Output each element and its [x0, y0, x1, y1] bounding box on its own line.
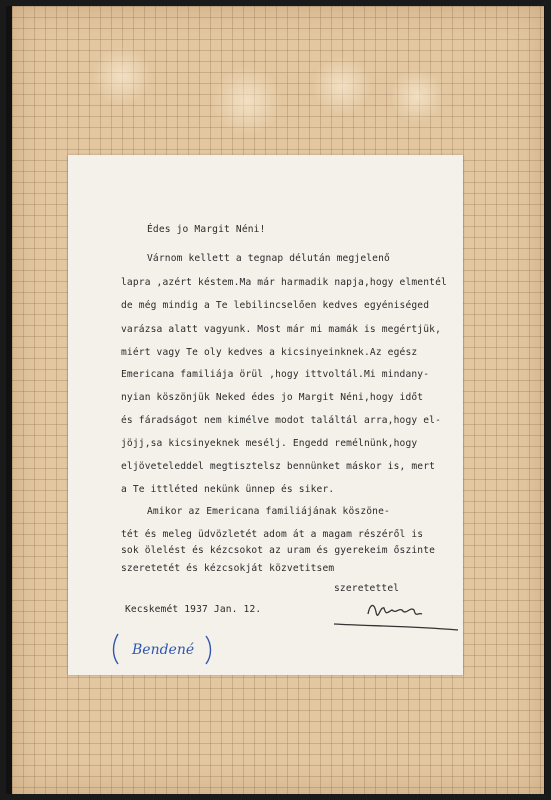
letter-place-date: Kecskemét 1937 Jan. 12.: [125, 604, 262, 615]
paper-stain: [392, 66, 442, 126]
letter-line: miért vagy Te oly kedves a kicsinyeinknek.Az egész: [121, 347, 418, 358]
letter-line: Amikor az Emericana familiájának köszöne-: [147, 506, 390, 517]
letter-line: nyian köszönjük Neked édes jo Margit Néni,hogy időt: [121, 392, 424, 403]
paper-stain: [92, 46, 152, 106]
letter-line: sok ölelést és kézcsokot az uram és gyerekeim őszinte: [121, 545, 436, 556]
handwritten-note-bendene: [110, 630, 218, 668]
handwritten-signature: [330, 596, 460, 636]
letter-line: tét és meleg üdvözletét adom át a magam részéről is: [121, 529, 424, 540]
letter-line: Várnom kellett a tegnap délután megjelenő: [147, 253, 390, 264]
paper-stain: [212, 66, 282, 136]
letter-line: Emericana familiája örül ,hogy ittvoltál.Mi mindany-: [121, 369, 430, 380]
letter-closing: szeretettel: [334, 583, 400, 594]
svg-text:Bendené: Bendené: [132, 642, 195, 658]
letter-line: a Te ittléted nekünk ünnep és siker.: [121, 484, 335, 495]
letter-line: de még mindig a Te lebilincselően kedves egyéniséged: [121, 300, 430, 311]
letter-line: szeretetét és kézcsokját közvetitsem: [121, 563, 335, 574]
letter-line: jöjj,sa kicsinyeknek mesélj. Engedd remélnünk,hogy: [121, 438, 418, 449]
paper-stain: [312, 56, 372, 116]
letter-line: varázsa alatt vagyunk. Most már mi mamák is megértjük,: [121, 324, 441, 335]
letter-line: lapra ,azért késtem.Ma már harmadik napja,hogy elmentél: [121, 277, 447, 288]
letter-line: eljöveteleddel megtisztelsz bennünket máskor is, mert: [121, 461, 436, 472]
letter-salutation: Édes jo Margit Néni!: [147, 224, 266, 235]
letter-line: és fáradságot nem kimélve modot találtál arra,hogy el-: [121, 415, 441, 426]
